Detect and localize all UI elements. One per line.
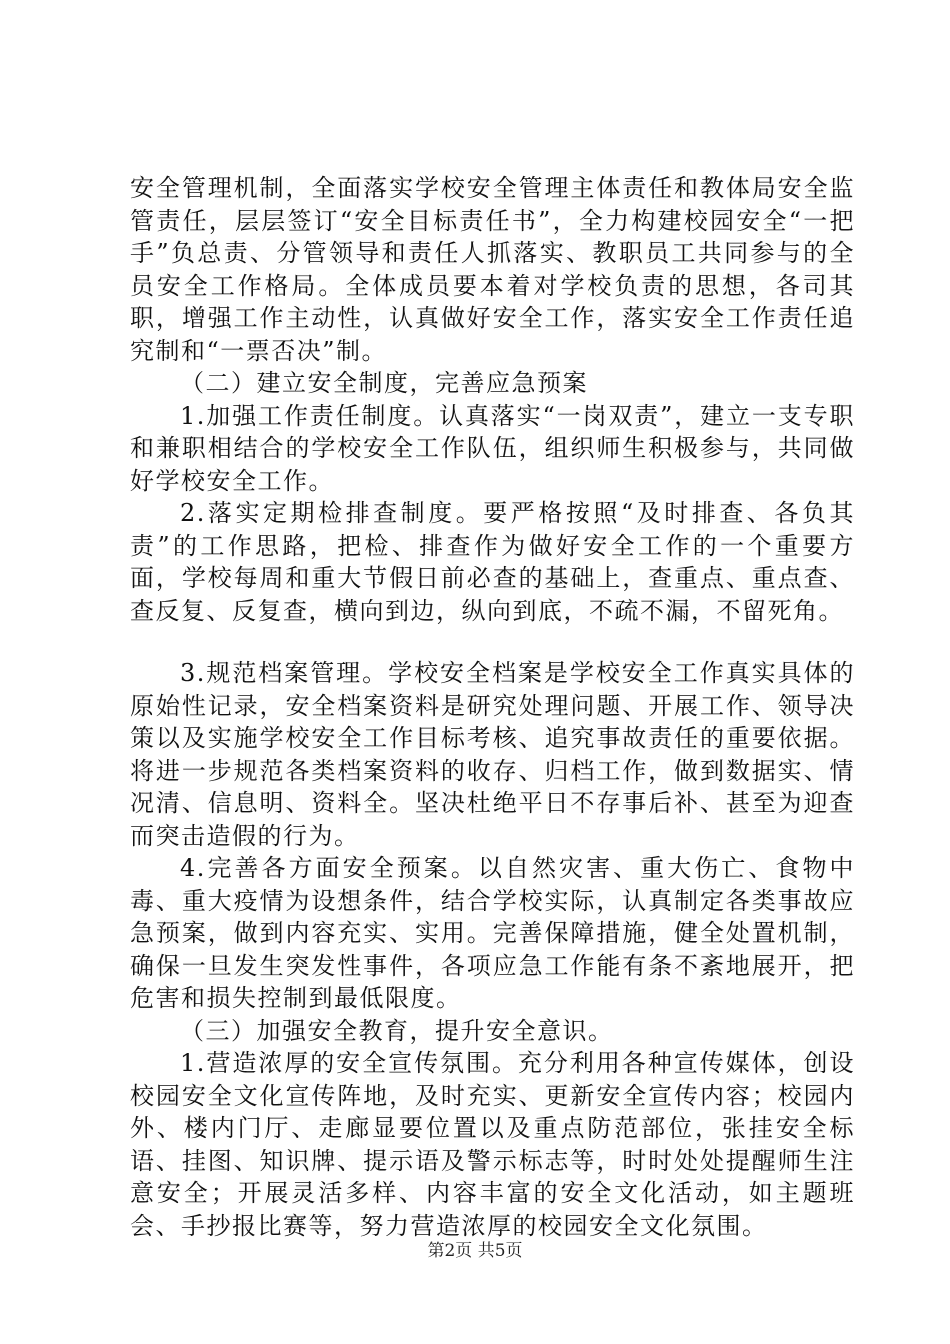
paragraph-item-1: 1.加强工作责任制度。认真落实“一岗双责”，建立一支专职和兼职相结合的学校安全工作队伍，组织师生积极参与，共同做好学校安全工作。 xyxy=(130,401,855,495)
paragraph-item-2: 2.落实定期检排查制度。要严格按照“及时排查、各负其责”的工作思路，把检、排查作为做好安全工作的一个重要方面，学校每周和重大节假日前必查的基础上，查重点、重点查、查反复、反复查，横向到边，纵向到底，不疏不漏，不留死角。 xyxy=(130,499,855,625)
paragraph-item-4: 4.完善各方面安全预案。以自然灾害、重大伤亡、食物中毒、重大疫情为设想条件，结合学校实际，认真制定各类事故应急预案，做到内容充实、实用。完善保障措施，健全处置机制，确保一旦发生突发性事件，各项应急工作能有条不紊地展开，把危害和损失控制到最低限度。 xyxy=(130,854,855,1012)
section-heading-3: （三）加强安全教育，提升安全意识。 xyxy=(180,1016,614,1045)
document-body xyxy=(130,172,855,1242)
paragraph-item-1-education: 1.营造浓厚的安全宣传氛围。充分利用各种宣传媒体，创设校园安全文化宣传阵地，及时充实、更新安全宣传内容；校园内外、楼内门厅、走廊显要位置以及重点防范部位，张挂安全标语、挂图、知识牌、提示语及警示标志等，时时处处提醒师生注意安全；开展灵活多样、内容丰富的安全文化活动，如主题班会、手抄报比赛等，努力营造浓厚的校园安全文化氛围。 xyxy=(130,1049,855,1240)
section-heading-2: （二）建立安全制度，完善应急预案 xyxy=(180,369,588,397)
paragraph-item-3: 3.规范档案管理。学校安全档案是学校安全工作真实具体的原始性记录，安全档案资料是研究处理问题、开展工作、领导决策以及实施学校安全工作目标考核、追究事故责任的重要依据。将进一步规范各类档案资料的收存、归档工作，做到数据实、情况清、信息明、资料全。坚决杜绝平日不存事后补、甚至为迎查而突击造假的行为。 xyxy=(130,659,855,850)
page-number-footer: 第2页 共5页 xyxy=(427,1241,523,1261)
paragraph-continuation: 安全管理机制，全面落实学校安全管理主体责任和教体局安全监管责任，层层签订“安全目标责任书”，全力构建校园安全“一把手”负总责、分管领导和责任人抓落实、教职员工共同参与的全员安全工作格局。全体成员要本着对学校负责的思想，各司其职，增强工作主动性，认真做好安全工作，落实安全工作责任追究制和“一票否决”制。 xyxy=(130,174,855,365)
